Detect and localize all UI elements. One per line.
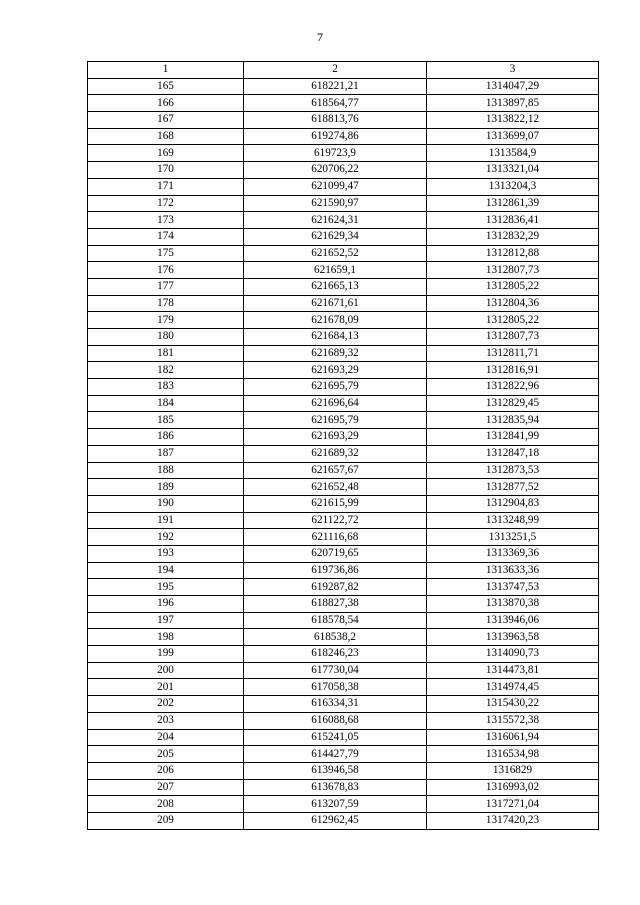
y-coordinate-cell: 1313946,06 [427, 612, 599, 629]
x-coordinate-cell: 613678,83 [244, 779, 427, 796]
table-row [88, 762, 599, 779]
point-number-cell: 168 [88, 128, 244, 145]
table-row [88, 545, 599, 562]
y-coordinate-cell: 1312904,83 [427, 495, 599, 512]
x-coordinate-cell: 613207,59 [244, 796, 427, 813]
y-coordinate-cell: 1312877,52 [427, 479, 599, 496]
y-coordinate-cell: 1314974,45 [427, 679, 599, 696]
x-coordinate-cell: 616088,68 [244, 712, 427, 729]
point-number-cell: 176 [88, 262, 244, 279]
x-coordinate-cell: 618827,38 [244, 596, 427, 613]
point-number-cell: 189 [88, 479, 244, 496]
x-coordinate-cell: 621652,48 [244, 479, 427, 496]
point-number-cell: 167 [88, 112, 244, 129]
table-row [88, 629, 599, 646]
point-number-cell: 171 [88, 178, 244, 195]
point-number-cell: 174 [88, 228, 244, 245]
table-row [88, 696, 599, 713]
point-number-cell: 166 [88, 95, 244, 112]
table-row [88, 362, 599, 379]
table-row [88, 596, 599, 613]
y-coordinate-cell: 1312805,22 [427, 278, 599, 295]
point-number-cell: 197 [88, 612, 244, 629]
point-number-cell: 170 [88, 162, 244, 179]
point-number-cell: 191 [88, 512, 244, 529]
point-number-cell: 177 [88, 278, 244, 295]
x-coordinate-cell: 618564,77 [244, 95, 427, 112]
point-number-cell: 181 [88, 345, 244, 362]
point-number-cell: 208 [88, 796, 244, 813]
y-coordinate-cell: 1312807,73 [427, 262, 599, 279]
y-coordinate-cell: 1312812,88 [427, 245, 599, 262]
point-number-cell: 187 [88, 445, 244, 462]
y-coordinate-cell: 1317420,23 [427, 812, 599, 829]
point-number-cell: 183 [88, 379, 244, 396]
x-coordinate-cell: 616334,31 [244, 696, 427, 713]
table-row [88, 145, 599, 162]
y-coordinate-cell: 1312835,94 [427, 412, 599, 429]
table-row [88, 412, 599, 429]
y-coordinate-cell: 1312832,29 [427, 228, 599, 245]
x-coordinate-cell: 621099,47 [244, 178, 427, 195]
y-coordinate-cell: 1314473,81 [427, 662, 599, 679]
x-coordinate-cell: 621659,1 [244, 262, 427, 279]
table-row [88, 195, 599, 212]
table-row [88, 512, 599, 529]
table-row [88, 312, 599, 329]
y-coordinate-cell: 1314047,29 [427, 78, 599, 95]
x-coordinate-cell: 618538,2 [244, 629, 427, 646]
x-coordinate-cell: 621116,68 [244, 529, 427, 546]
point-number-cell: 180 [88, 329, 244, 346]
table-row [88, 429, 599, 446]
table-row [88, 562, 599, 579]
y-coordinate-cell: 1313633,36 [427, 562, 599, 579]
y-coordinate-cell: 1313204,3 [427, 178, 599, 195]
point-number-cell: 199 [88, 646, 244, 663]
point-number-cell: 196 [88, 596, 244, 613]
y-coordinate-cell: 1313897,85 [427, 95, 599, 112]
point-number-cell: 175 [88, 245, 244, 262]
y-coordinate-cell: 1312836,41 [427, 212, 599, 229]
table-body [88, 78, 599, 829]
point-number-cell: 201 [88, 679, 244, 696]
x-coordinate-cell: 617058,38 [244, 679, 427, 696]
table-row [88, 329, 599, 346]
table-row [88, 245, 599, 262]
column-header-2: 2 [244, 62, 427, 79]
y-coordinate-cell: 1312861,39 [427, 195, 599, 212]
point-number-cell: 198 [88, 629, 244, 646]
x-coordinate-cell: 621689,32 [244, 345, 427, 362]
point-number-cell: 188 [88, 462, 244, 479]
table-row [88, 646, 599, 663]
table-row [88, 78, 599, 95]
x-coordinate-cell: 621590,97 [244, 195, 427, 212]
y-coordinate-cell: 1316829 [427, 762, 599, 779]
table-row [88, 162, 599, 179]
table-row [88, 462, 599, 479]
x-coordinate-cell: 619287,82 [244, 579, 427, 596]
x-coordinate-cell: 621689,32 [244, 445, 427, 462]
table-row [88, 295, 599, 312]
y-coordinate-cell: 1316061,94 [427, 729, 599, 746]
x-coordinate-cell: 621693,29 [244, 362, 427, 379]
table-row [88, 178, 599, 195]
x-coordinate-cell: 621652,52 [244, 245, 427, 262]
y-coordinate-cell: 1313251,5 [427, 529, 599, 546]
point-number-cell: 165 [88, 78, 244, 95]
point-number-cell: 185 [88, 412, 244, 429]
table-row [88, 746, 599, 763]
x-coordinate-cell: 618246,23 [244, 646, 427, 663]
table-row [88, 579, 599, 596]
table-row [88, 662, 599, 679]
point-number-cell: 205 [88, 746, 244, 763]
table-header-row [88, 62, 599, 79]
point-number-cell: 186 [88, 429, 244, 446]
y-coordinate-cell: 1312816,91 [427, 362, 599, 379]
y-coordinate-cell: 1313248,99 [427, 512, 599, 529]
table-row [88, 212, 599, 229]
y-coordinate-cell: 1313321,04 [427, 162, 599, 179]
y-coordinate-cell: 1313822,12 [427, 112, 599, 129]
table-row [88, 495, 599, 512]
y-coordinate-cell: 1313747,53 [427, 579, 599, 596]
point-number-cell: 193 [88, 545, 244, 562]
x-coordinate-cell: 621629,34 [244, 228, 427, 245]
table-row [88, 812, 599, 829]
x-coordinate-cell: 618813,76 [244, 112, 427, 129]
y-coordinate-cell: 1313369,36 [427, 545, 599, 562]
table-row [88, 729, 599, 746]
point-number-cell: 173 [88, 212, 244, 229]
y-coordinate-cell: 1313584,9 [427, 145, 599, 162]
table-row [88, 95, 599, 112]
x-coordinate-cell: 618221,21 [244, 78, 427, 95]
y-coordinate-cell: 1313699,07 [427, 128, 599, 145]
table-row [88, 395, 599, 412]
x-coordinate-cell: 621671,61 [244, 295, 427, 312]
point-number-cell: 206 [88, 762, 244, 779]
x-coordinate-cell: 619723,9 [244, 145, 427, 162]
y-coordinate-cell: 1312811,71 [427, 345, 599, 362]
x-coordinate-cell: 621678,09 [244, 312, 427, 329]
table-row [88, 612, 599, 629]
point-number-cell: 194 [88, 562, 244, 579]
x-coordinate-cell: 621615,99 [244, 495, 427, 512]
x-coordinate-cell: 621624,31 [244, 212, 427, 229]
x-coordinate-cell: 621684,13 [244, 329, 427, 346]
y-coordinate-cell: 1316534,98 [427, 746, 599, 763]
point-number-cell: 172 [88, 195, 244, 212]
y-coordinate-cell: 1312822,96 [427, 379, 599, 396]
y-coordinate-cell: 1312841,99 [427, 429, 599, 446]
x-coordinate-cell: 621696,64 [244, 395, 427, 412]
point-number-cell: 207 [88, 779, 244, 796]
y-coordinate-cell: 1312805,22 [427, 312, 599, 329]
table-row [88, 112, 599, 129]
x-coordinate-cell: 617730,04 [244, 662, 427, 679]
table-row [88, 128, 599, 145]
x-coordinate-cell: 613946,58 [244, 762, 427, 779]
table-row [88, 228, 599, 245]
y-coordinate-cell: 1314090,73 [427, 646, 599, 663]
x-coordinate-cell: 621695,79 [244, 412, 427, 429]
x-coordinate-cell: 619274,86 [244, 128, 427, 145]
point-number-cell: 190 [88, 495, 244, 512]
point-number-cell: 200 [88, 662, 244, 679]
point-number-cell: 209 [88, 812, 244, 829]
point-number-cell: 204 [88, 729, 244, 746]
y-coordinate-cell: 1312807,73 [427, 329, 599, 346]
point-number-cell: 192 [88, 529, 244, 546]
y-coordinate-cell: 1312829,45 [427, 395, 599, 412]
table-row [88, 529, 599, 546]
y-coordinate-cell: 1316993,02 [427, 779, 599, 796]
table-row [88, 712, 599, 729]
point-number-cell: 169 [88, 145, 244, 162]
point-number-cell: 184 [88, 395, 244, 412]
table-row [88, 445, 599, 462]
x-coordinate-cell: 621665,13 [244, 278, 427, 295]
table-row [88, 479, 599, 496]
point-number-cell: 195 [88, 579, 244, 596]
y-coordinate-cell: 1315430,22 [427, 696, 599, 713]
y-coordinate-cell: 1312873,53 [427, 462, 599, 479]
x-coordinate-cell: 612962,45 [244, 812, 427, 829]
table-row [88, 278, 599, 295]
point-number-cell: 179 [88, 312, 244, 329]
x-coordinate-cell: 621695,79 [244, 379, 427, 396]
x-coordinate-cell: 621693,29 [244, 429, 427, 446]
table-row [88, 345, 599, 362]
x-coordinate-cell: 621657,67 [244, 462, 427, 479]
x-coordinate-cell: 619736,86 [244, 562, 427, 579]
point-number-cell: 178 [88, 295, 244, 312]
x-coordinate-cell: 614427,79 [244, 746, 427, 763]
point-number-cell: 203 [88, 712, 244, 729]
x-coordinate-cell: 615241,05 [244, 729, 427, 746]
y-coordinate-cell: 1312804,36 [427, 295, 599, 312]
column-header-3: 3 [427, 62, 599, 79]
point-number-cell: 202 [88, 696, 244, 713]
y-coordinate-cell: 1313963,58 [427, 629, 599, 646]
column-header-1: 1 [88, 62, 244, 79]
table-row [88, 779, 599, 796]
x-coordinate-cell: 620719,65 [244, 545, 427, 562]
y-coordinate-cell: 1312847,18 [427, 445, 599, 462]
x-coordinate-cell: 618578,54 [244, 612, 427, 629]
y-coordinate-cell: 1315572,38 [427, 712, 599, 729]
y-coordinate-cell: 1313870,38 [427, 596, 599, 613]
y-coordinate-cell: 1317271,04 [427, 796, 599, 813]
table-row [88, 679, 599, 696]
x-coordinate-cell: 620706,22 [244, 162, 427, 179]
page-number: 7 [317, 30, 323, 44]
coordinates-table [87, 61, 599, 830]
table-row [88, 262, 599, 279]
x-coordinate-cell: 621122,72 [244, 512, 427, 529]
table-row [88, 379, 599, 396]
table-row [88, 796, 599, 813]
point-number-cell: 182 [88, 362, 244, 379]
